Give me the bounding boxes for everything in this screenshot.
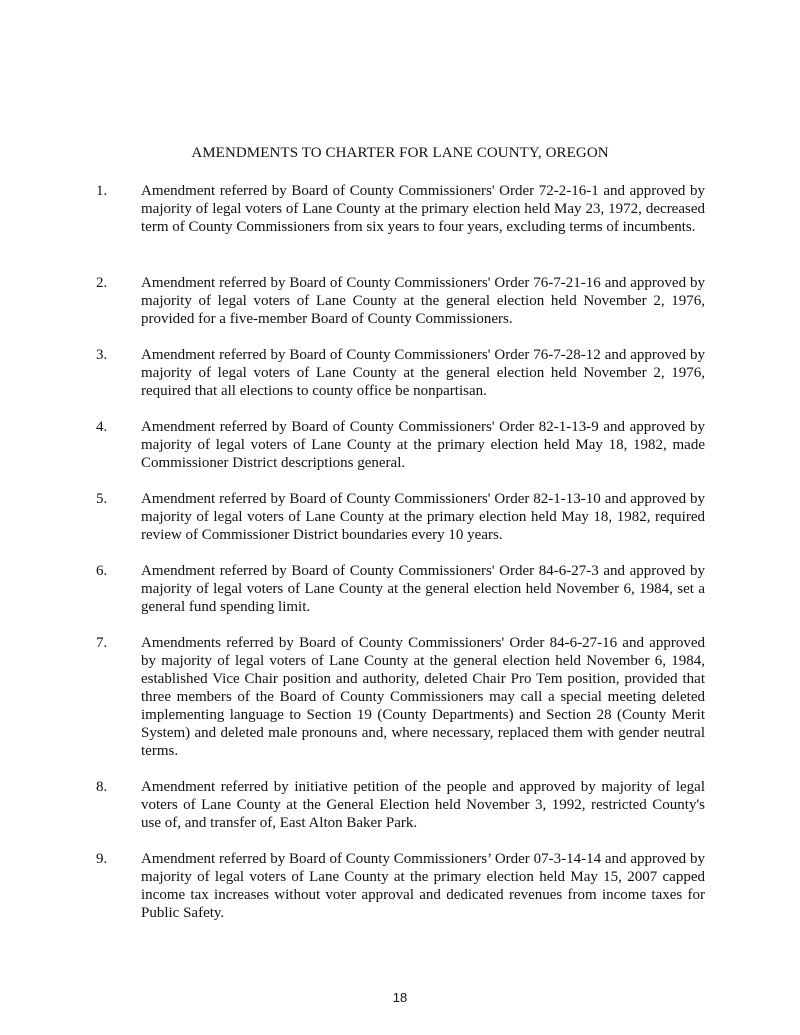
item-text: Amendment referred by Board of County Commissioners’ Order 07-3-14-14 and approved by majority of legal voters of Lane County at the primary election held May 15, 2007 capped income tax increases without voter approval and dedicated revenues from income taxes for Public Safety. — [141, 851, 705, 921]
item-number: 7. — [96, 635, 108, 651]
item-text: Amendment referred by Board of County Commissioners' Order 72-2-16-1 and approved by majority of legal voters of Lane County at the primary election held May 23, 1972, decreased term of County Commissioners from six years to four years, excluding terms of incumbents. — [141, 183, 705, 235]
item-number: 9. — [96, 851, 108, 867]
item-text: Amendment referred by Board of County Commissioners' Order 82-1-13-10 and approved by majority of legal voters of Lane County at the primary election held May 18, 1982, required review of Commissioner District boundaries every 10 years. — [141, 491, 705, 543]
item-text: Amendment referred by initiative petition of the people and approved by majority of legal voters of Lane County at the General Election held November 3, 1992, restricted County's use of, and transfer of, East Alton Baker Park. — [141, 779, 705, 831]
item-number: 3. — [96, 347, 108, 363]
item-number: 6. — [96, 563, 108, 579]
page-number: 18 — [392, 990, 408, 1005]
item-text: Amendment referred by Board of County Commissioners' Order 84-6-27-3 and approved by majority of legal voters of Lane County at the general election held November 6, 1984, set a general fund spending limit. — [141, 563, 705, 615]
document-title: AMENDMENTS TO CHARTER FOR LANE COUNTY, OREGON — [191, 145, 609, 161]
item-number: 1. — [96, 183, 108, 199]
item-text: Amendments referred by Board of County Commissioners' Order 84-6-27-16 and approved by majority of legal voters of Lane County at the general election held November 6, 1984, established Vice Chair position and authority, deleted Chair Pro Tem position, provided that three members of the Board of County Commissioners may call a special meeting deleted implementing language to Section 19 (County Departments) and Section 28 (County Merit System) and deleted male pronouns and, where necessary, replaced them with gender neutral terms. — [141, 635, 705, 759]
item-number: 4. — [96, 419, 108, 435]
item-text: Amendment referred by Board of County Commissioners' Order 82-1-13-9 and approved by majority of legal voters of Lane County at the primary election held May 18, 1982, made Commissioner District descriptions general. — [141, 419, 705, 471]
item-number: 2. — [96, 275, 108, 291]
item-text: Amendment referred by Board of County Commissioners' Order 76-7-28-12 and approved by majority of legal voters of Lane County at the general election held November 2, 1976, required that all elections to county office be nonpartisan. — [141, 347, 705, 399]
item-number: 8. — [96, 779, 108, 795]
item-text: Amendment referred by Board of County Commissioners' Order 76-7-21-16 and approved by majority of legal voters of Lane County at the general election held November 2, 1976, provided for a five-member Board of County Commissioners. — [141, 275, 705, 327]
item-number: 5. — [96, 491, 108, 507]
